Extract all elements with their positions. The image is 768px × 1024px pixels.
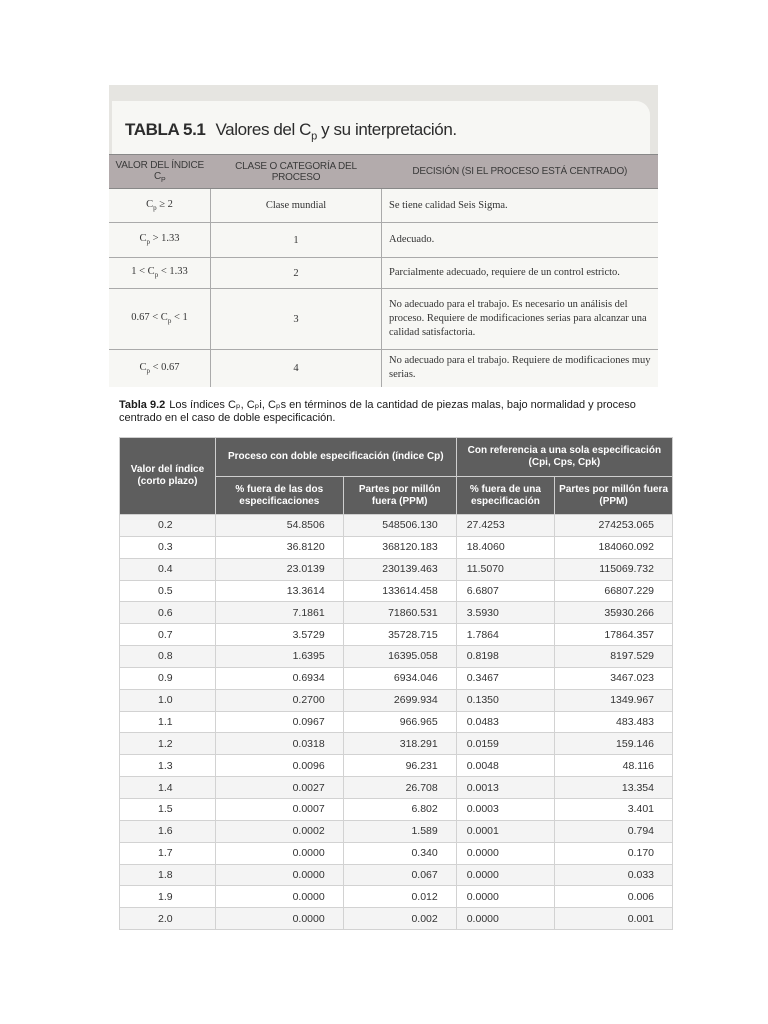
table-9-2-caption-text: Los índices Cₚ, Cₚi, Cₚs en términos de la cantidad de piezas malas, bajo normalidad y proceso centrado en el caso de doble especificación. <box>119 399 636 424</box>
table-5-1-title <box>125 120 457 142</box>
table-row <box>120 755 673 777</box>
t92-cell-index: 1.3 <box>120 755 216 777</box>
t51-cell-valor <box>109 350 211 387</box>
t92-cell-index: 1.0 <box>120 689 216 711</box>
t51-cell-clase: 4 <box>211 350 382 387</box>
t92-cell-pct-single: 0.0000 <box>456 886 554 908</box>
t92-cell-pct-double: 0.0000 <box>215 886 343 908</box>
table-row <box>120 820 673 842</box>
t92-cell-index: 0.9 <box>120 667 216 689</box>
t51-valor-pre: C <box>146 198 154 210</box>
t92-cell-pct-single: 0.0159 <box>456 733 554 755</box>
t51-valor-post: > 1.33 <box>149 233 180 245</box>
t92-cell-pct-double: 0.0002 <box>215 820 343 842</box>
t51-valor-sub: p <box>146 366 150 375</box>
t92-cell-index: 0.4 <box>120 558 216 580</box>
t92-cell-pct-single: 0.0000 <box>456 908 554 930</box>
t92-cell-pct-single: 0.0483 <box>456 711 554 733</box>
t92-cell-ppm-single: 3467.023 <box>555 667 673 689</box>
t51-cell-valor <box>109 258 211 289</box>
t92-cell-pct-double: 0.2700 <box>215 689 343 711</box>
table-row <box>109 350 658 387</box>
t51-cell-valor <box>109 189 211 223</box>
t92-cell-ppm-double: 0.012 <box>343 886 456 908</box>
t51-cell-valor <box>109 289 211 350</box>
t92-cell-pct-single: 0.3467 <box>456 667 554 689</box>
t92-header-group-single: Con referencia a una sola especificación (Cpi, Cps, Cpk) <box>456 438 672 477</box>
t92-cell-pct-double: 7.1861 <box>215 602 343 624</box>
table-9-2 <box>119 437 673 930</box>
table-row <box>109 258 658 289</box>
t51-cell-clase: 3 <box>211 289 382 350</box>
t92-cell-pct-double: 0.0000 <box>215 842 343 864</box>
table-5-1-title-rest: y su interpretación. <box>316 120 457 139</box>
t92-cell-pct-double: 0.0000 <box>215 864 343 886</box>
t92-cell-pct-single: 0.0000 <box>456 864 554 886</box>
t51-cell-clase: 2 <box>211 258 382 289</box>
table-5-1-label: TABLA 5.1 <box>125 120 206 139</box>
t92-cell-pct-double: 36.8120 <box>215 536 343 558</box>
table-row <box>120 689 673 711</box>
t92-cell-ppm-double: 35728.715 <box>343 624 456 646</box>
t92-cell-pct-double: 23.0139 <box>215 558 343 580</box>
t92-cell-ppm-single: 159.146 <box>555 733 673 755</box>
table-row <box>120 602 673 624</box>
t92-cell-pct-double: 54.8506 <box>215 515 343 537</box>
table-9-2-label: Tabla 9.2 <box>119 399 166 411</box>
t92-cell-ppm-double: 230139.463 <box>343 558 456 580</box>
t92-cell-ppm-double: 71860.531 <box>343 602 456 624</box>
t51-valor-pre: C <box>139 361 147 373</box>
table-row <box>120 777 673 799</box>
t92-cell-ppm-double: 26.708 <box>343 777 456 799</box>
t51-cell-decision: No adecuado para el trabajo. Requiere de modificaciones muy serias. <box>382 350 659 387</box>
t51-cell-decision: Parcialmente adecuado, requiere de un control estricto. <box>382 258 659 289</box>
t92-cell-ppm-single: 3.401 <box>555 798 673 820</box>
t92-subheader-pct-single: % fuera de una especificación <box>456 477 554 515</box>
t92-cell-pct-double: 0.0007 <box>215 798 343 820</box>
t92-cell-ppm-double: 2699.934 <box>343 689 456 711</box>
t92-cell-index: 0.5 <box>120 580 216 602</box>
t51-cell-decision: No adecuado para el trabajo. Es necesario un análisis del proceso. Requiere de modificaciones serias para alcanzar una calidad satisfactoria. <box>382 289 659 350</box>
t51-cell-valor <box>109 223 211 258</box>
t92-cell-pct-single: 0.0013 <box>456 777 554 799</box>
t51-valor-sub: p <box>146 238 150 247</box>
t51-valor-post: ≥ 2 <box>156 198 173 210</box>
table-row <box>109 189 658 223</box>
table-row <box>120 886 673 908</box>
t92-cell-ppm-single: 13.354 <box>555 777 673 799</box>
t92-cell-index: 0.7 <box>120 624 216 646</box>
t92-cell-index: 0.6 <box>120 602 216 624</box>
t51-valor-sub: p <box>167 317 172 326</box>
t92-cell-ppm-double: 368120.183 <box>343 536 456 558</box>
t92-cell-ppm-single: 115069.732 <box>555 558 673 580</box>
t92-cell-pct-single: 0.0003 <box>456 798 554 820</box>
t92-cell-pct-single: 3.5930 <box>456 602 554 624</box>
t51-cell-decision: Se tiene calidad Seis Sigma. <box>382 189 659 223</box>
t51-header-index-text: VALOR DEL ÍNDICE C <box>115 159 204 182</box>
t92-cell-ppm-single: 35930.266 <box>555 602 673 624</box>
t51-header-decision: DECISIÓN (SI EL PROCESO ESTÁ CENTRADO) <box>382 155 659 189</box>
t92-cell-pct-double: 0.0096 <box>215 755 343 777</box>
t92-header-group-double: Proceso con doble especificación (índice Cp) <box>215 438 456 477</box>
t92-cell-ppm-double: 966.965 <box>343 711 456 733</box>
table-row <box>120 515 673 537</box>
t92-cell-index: 0.8 <box>120 646 216 668</box>
t92-cell-index: 1.6 <box>120 820 216 842</box>
t92-cell-ppm-double: 548506.130 <box>343 515 456 537</box>
t92-cell-ppm-single: 1349.967 <box>555 689 673 711</box>
t51-cell-clase: 1 <box>211 223 382 258</box>
table-row <box>120 646 673 668</box>
t92-cell-index: 1.5 <box>120 798 216 820</box>
t92-cell-index: 1.9 <box>120 886 216 908</box>
t92-cell-index: 1.1 <box>120 711 216 733</box>
t92-cell-pct-double: 0.6934 <box>215 667 343 689</box>
t92-cell-ppm-double: 0.340 <box>343 842 456 864</box>
t92-cell-ppm-double: 0.067 <box>343 864 456 886</box>
t92-cell-ppm-double: 318.291 <box>343 733 456 755</box>
t92-cell-index: 1.2 <box>120 733 216 755</box>
table-5-1-title-sub: p <box>311 130 317 143</box>
t92-cell-ppm-single: 8197.529 <box>555 646 673 668</box>
table-row <box>120 558 673 580</box>
table-row <box>120 667 673 689</box>
t92-cell-index: 1.7 <box>120 842 216 864</box>
t92-cell-index: 2.0 <box>120 908 216 930</box>
t51-cell-clase: Clase mundial <box>211 189 382 223</box>
table-5-1 <box>109 154 658 387</box>
t92-subheader-ppm-single: Partes por millón fuera (PPM) <box>555 477 673 515</box>
t92-cell-pct-double: 0.0027 <box>215 777 343 799</box>
table-5-1-scan <box>109 85 658 385</box>
table-row <box>120 624 673 646</box>
t92-cell-pct-double: 0.0000 <box>215 908 343 930</box>
t92-cell-ppm-single: 0.006 <box>555 886 673 908</box>
t92-cell-index: 0.2 <box>120 515 216 537</box>
table-row <box>120 733 673 755</box>
t92-cell-ppm-single: 274253.065 <box>555 515 673 537</box>
t92-cell-ppm-single: 0.170 <box>555 842 673 864</box>
t51-valor-post: < 1.33 <box>158 266 188 278</box>
t92-header-index: Valor del índice (corto plazo) <box>120 438 216 515</box>
table-row <box>120 711 673 733</box>
table-row <box>120 864 673 886</box>
t92-cell-index: 1.8 <box>120 864 216 886</box>
t92-cell-pct-single: 0.0048 <box>456 755 554 777</box>
t51-valor-post: < 0.67 <box>149 361 180 373</box>
t51-valor-pre: C <box>139 233 147 245</box>
t92-cell-pct-single: 0.1350 <box>456 689 554 711</box>
t51-valor-post: < 1 <box>171 312 188 324</box>
t92-cell-pct-double: 13.3614 <box>215 580 343 602</box>
table-5-1-title-text: Valores del C <box>215 120 312 139</box>
t92-cell-ppm-double: 16395.058 <box>343 646 456 668</box>
t92-cell-pct-double: 0.0967 <box>215 711 343 733</box>
t92-cell-ppm-single: 184060.092 <box>555 536 673 558</box>
t51-header-index-sub: P <box>161 176 166 184</box>
t92-cell-index: 1.4 <box>120 777 216 799</box>
t51-valor-pre: 0.67 < C <box>131 312 168 324</box>
table-row <box>120 536 673 558</box>
t51-valor-sub: p <box>153 204 157 213</box>
t92-cell-ppm-single: 0.033 <box>555 864 673 886</box>
t92-cell-ppm-single: 66807.229 <box>555 580 673 602</box>
table-row <box>120 580 673 602</box>
t92-cell-pct-single: 0.8198 <box>456 646 554 668</box>
t92-cell-ppm-double: 6.802 <box>343 798 456 820</box>
t51-valor-sub: p <box>154 271 159 280</box>
t92-cell-pct-double: 0.0318 <box>215 733 343 755</box>
t92-cell-index: 0.3 <box>120 536 216 558</box>
t51-valor-pre: 1 < C <box>131 266 155 278</box>
t92-cell-ppm-single: 483.483 <box>555 711 673 733</box>
t92-subheader-ppm-double: Partes por millón fuera (PPM) <box>343 477 456 515</box>
table-row <box>120 908 673 930</box>
t92-subheader-pct-double: % fuera de las dos especificaciones <box>215 477 343 515</box>
t92-cell-ppm-double: 133614.458 <box>343 580 456 602</box>
t92-cell-pct-single: 6.6807 <box>456 580 554 602</box>
t92-cell-pct-single: 18.4060 <box>456 536 554 558</box>
table-9-2-caption <box>119 399 659 425</box>
table-row <box>109 223 658 258</box>
table-row <box>120 798 673 820</box>
t92-cell-ppm-single: 48.116 <box>555 755 673 777</box>
t92-cell-pct-single: 0.0001 <box>456 820 554 842</box>
t92-cell-ppm-double: 1.589 <box>343 820 456 842</box>
t92-cell-ppm-single: 0.001 <box>555 908 673 930</box>
t92-cell-pct-single: 11.5070 <box>456 558 554 580</box>
t92-cell-pct-single: 27.4253 <box>456 515 554 537</box>
table-row <box>109 289 658 350</box>
table-row <box>120 842 673 864</box>
t51-header-index <box>109 155 211 189</box>
t92-cell-pct-double: 3.5729 <box>215 624 343 646</box>
t51-header-clase: CLASE O CATEGORÍA DEL PROCESO <box>211 155 382 189</box>
t51-cell-decision: Adecuado. <box>382 223 659 258</box>
t92-cell-ppm-double: 6934.046 <box>343 667 456 689</box>
t92-cell-pct-single: 0.0000 <box>456 842 554 864</box>
t92-cell-pct-double: 1.6395 <box>215 646 343 668</box>
t92-cell-ppm-double: 96.231 <box>343 755 456 777</box>
t92-cell-pct-single: 1.7864 <box>456 624 554 646</box>
t92-cell-ppm-single: 17864.357 <box>555 624 673 646</box>
t92-cell-ppm-single: 0.794 <box>555 820 673 842</box>
t92-cell-ppm-double: 0.002 <box>343 908 456 930</box>
